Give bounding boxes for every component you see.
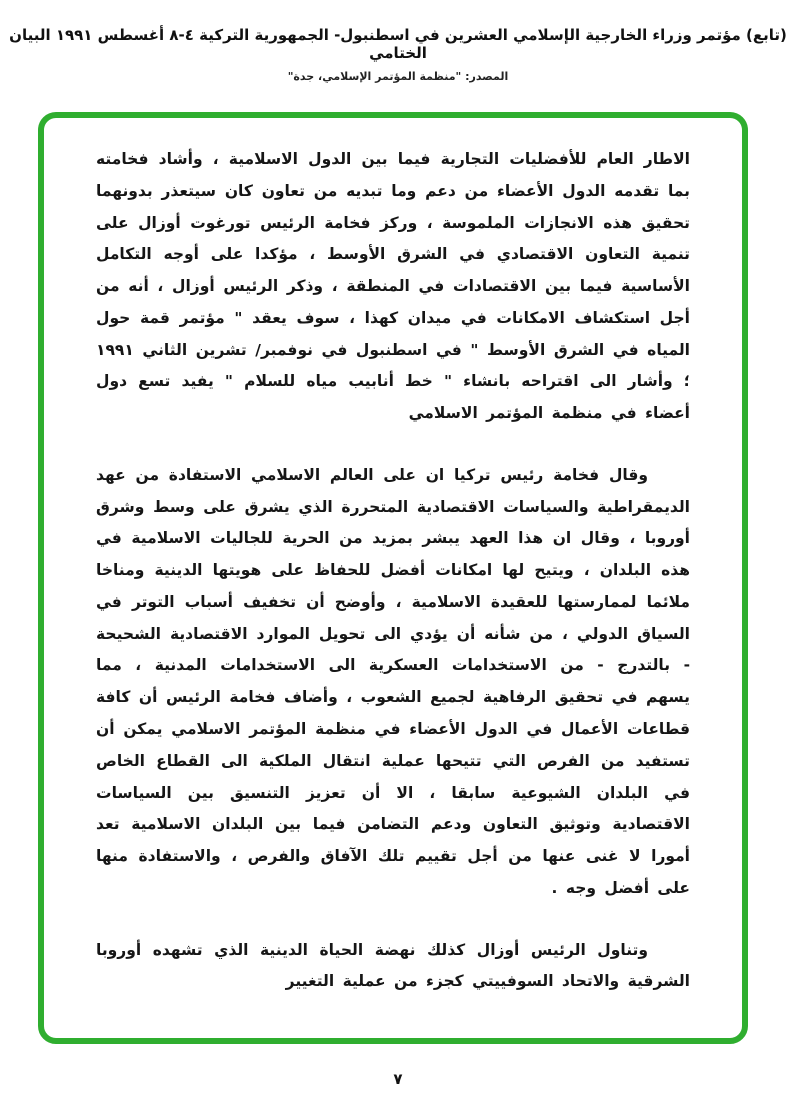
document-header <box>0 0 796 83</box>
header-source: المصدر: "منظمة المؤتمر الإسلامي، جدة" <box>287 70 509 83</box>
paragraph-2: وقال فخامة رئيس تركيا ان على العالم الاسلامي الاستفادة من عهد الديمقراطية والسياسات الاقتصادية المتحررة الذي يشرق على وسط وشرق أوروبا ، وقال ان هذا العهد يبشر بمزيد من الحرية للجاليات الاسلامية في هذه البلدان ، ويتيح لها امكانات أفضل للحفاظ على هويتها الدينية ومناخا ملائما لممارستها للعقيدة الاسلامية ، وأوضح أن تخفيف أسباب التوتر في السياق الدولي ، من شأنه أن يؤدي الى تحويل الموارد الاقتصادية الشحيحة - بالتدرج - من الاستخدامات العسكرية الى الاستخدامات المدنية ، مما يسهم في تحقيق الرفاهية لجميع الشعوب ، وأضاف فخامة الرئيس أن كافة قطاعات الأعمال في الدول الأعضاء في منظمة المؤتمر الاسلامي يمكن أن تستفيد من الفرص التي تتيحها عملية انتقال الملكية الى القطاع الخاص في البلدان الشيوعية سابقا ، الا أن تعزيز التنسيق بين السياسات الاقتصادية وتوثيق التعاون ودعم التضامن فيما بين البلدان الاسلامية تعد أمورا لا غنى عنها من أجل تقييم تلك الآفاق والفرص ، والاستفادة منها على أفضل وجه . <box>96 465 690 897</box>
body-text <box>44 118 742 1018</box>
page-number: ٧ <box>393 1070 403 1088</box>
paragraph-3: وتناول الرئيس أوزال كذلك نهضة الحياة الدينية الذي تشهده أوروبا الشرقية والاتحاد السوفييتي كجزء من عملية التغيير <box>96 940 690 991</box>
paragraph-1: الاطار العام للأفضليات التجارية فيما بين الدول الاسلامية ، وأشاد فخامته بما تقدمه الدول الأعضاء من دعم وما تبديه من تعاون كان سيتعذر بدونهما تحقيق هذه الانجازات الملموسة ، وركز فخامة الرئيس تورغوت أوزال على تنمية التعاون الاقتصادي في الشرق الأوسط ، مؤكدا على أوجه التكامل الأساسية فيما بين الاقتصادات في المنطقة ، وذكر الرئيس أوزال ، أنه من أجل استكشاف الامكانات في ميدان كهذا ، سوف يعقد " مؤتمر قمة حول المياه في الشرق الأوسط " في اسطنبول في نوفمبر/ تشرين الثاني ١٩٩١ ؛ وأشار الى اقتراحه بانشاء " خط أنابيب مياه للسلام " يفيد تسع دول أعضاء في منظمة المؤتمر الاسلامي <box>96 150 690 423</box>
document-border-frame <box>38 112 748 1044</box>
header-title: (تابع) مؤتمر وزراء الخارجية الإسلامي العشرين في اسطنبول- الجمهورية التركية ٤-٨ أغسطس ١٩٩١ البيان الختامي <box>9 26 787 62</box>
